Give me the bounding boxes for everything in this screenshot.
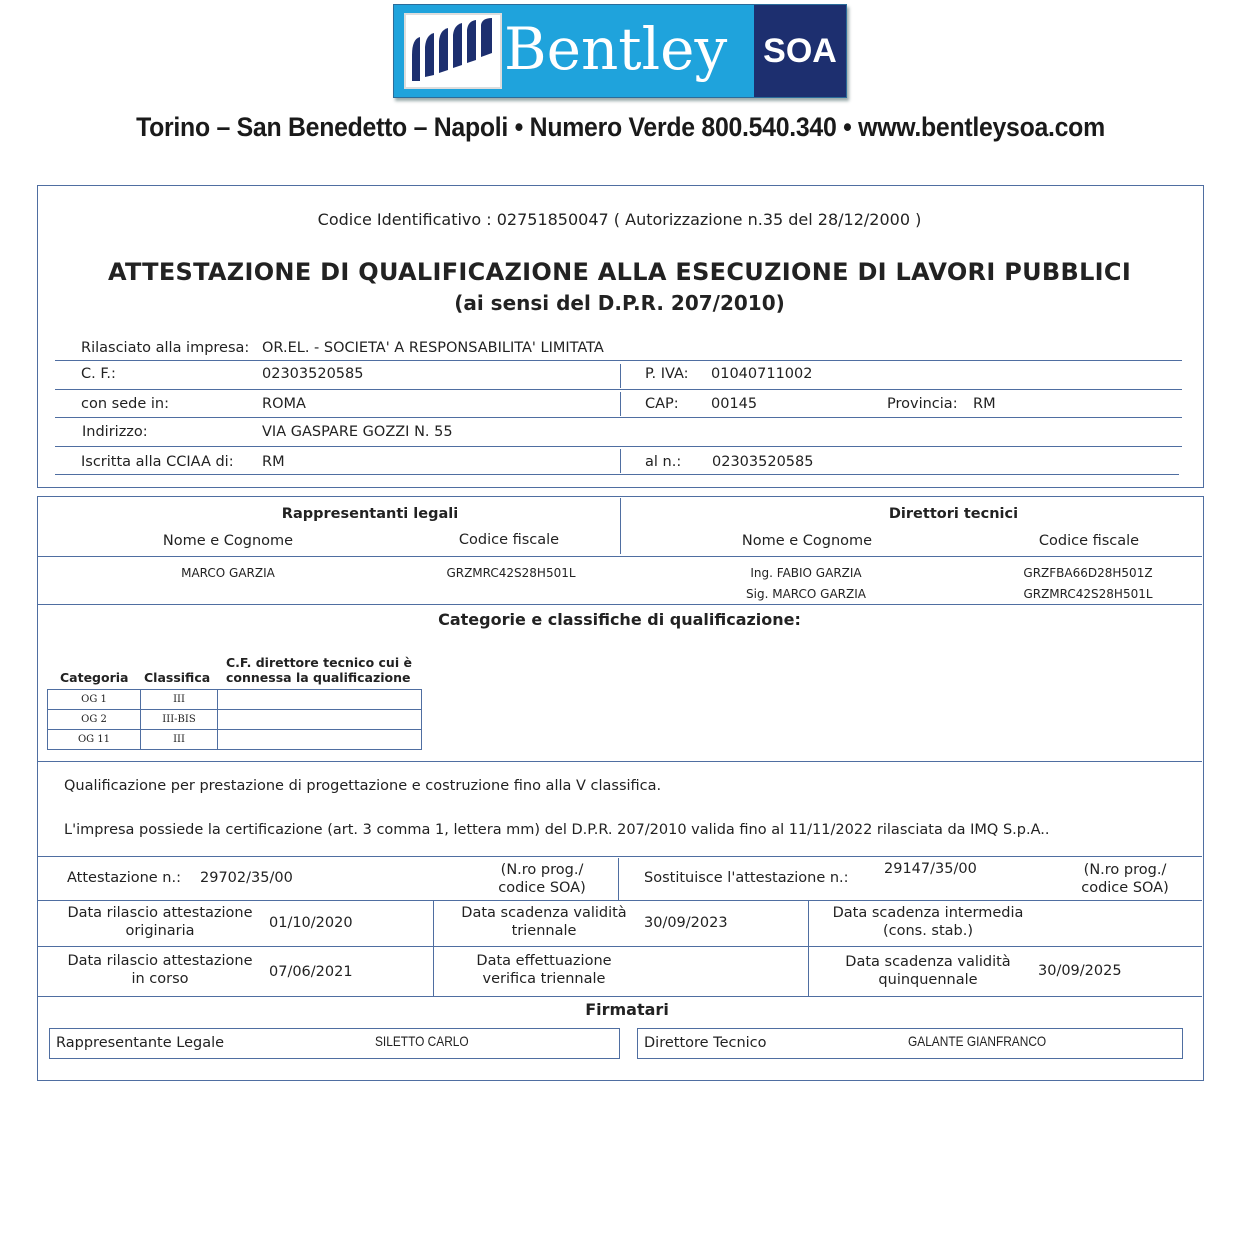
scadenza-triennale-line1: Data scadenza validità <box>461 905 627 921</box>
categoria-cell: OG 1 <box>48 690 141 710</box>
direttore-tecnico-signature: GALANTE GIANFRANCO <box>908 1033 1047 1049</box>
categorie-col-cf: C.F. direttore tecnico cui è <box>226 655 412 670</box>
table-row <box>48 690 422 710</box>
cf-value: 02303520585 <box>262 366 364 382</box>
classifica-cell: III <box>141 690 218 710</box>
cap-value: 00145 <box>711 396 758 412</box>
categoria-cell: OG 11 <box>48 730 141 750</box>
nro-prog-note-2 <box>1065 861 1185 897</box>
categorie-table <box>47 689 422 750</box>
rilascio-in-corso-line2: in corso <box>131 971 189 987</box>
table-row <box>48 710 422 730</box>
cf-cell <box>218 710 422 730</box>
direttori-heading: Direttori tecnici <box>888 506 1019 522</box>
sede-label: con sede in: <box>81 396 169 412</box>
scadenza-intermedia-line2: (cons. stab.) <box>882 923 974 939</box>
note-certificazione: L'impresa possiede la certificazione (art. 3 comma 1, lettera mm) del D.P.R. 207/2010 valida fino al 11/11/2022 rilasciata da IMQ S.p.A.. <box>64 822 1050 838</box>
classifica-cell: III-BIS <box>141 710 218 730</box>
rilascio-in-corso-line1: Data rilascio attestazione <box>67 953 253 969</box>
scadenza-quinquennale-line2: quinquennale <box>878 972 978 988</box>
nro-prog-line1: (N.ro prog./ <box>500 862 584 878</box>
rappresentanti-col-cf: Codice fiscale <box>458 532 560 548</box>
provincia-label: Provincia: <box>887 396 958 412</box>
categoria-cell: OG 2 <box>48 710 141 730</box>
cciaa-label: Iscritta alla CCIAA di: <box>81 454 234 470</box>
logo-wordmark: Bentley <box>504 15 728 83</box>
cf-cell <box>218 690 422 710</box>
note-qualificazione: Qualificazione per prestazione di progettazione e costruzione fino alla V classifica. <box>64 778 662 794</box>
rappresentanti-col-nome: Nome e Cognome <box>162 533 294 549</box>
nro-prog-note <box>482 861 602 897</box>
arches-logo-icon <box>404 13 502 89</box>
header-tagline: Torino – San Benedetto – Napoli • Numero Verde 800.540.340 • www.bentleysoa.com <box>136 112 1105 142</box>
direttori-col-nome: Nome e Cognome <box>741 533 873 549</box>
categorie-col-categoria: Categoria <box>60 670 129 685</box>
rappresentante-legale-label: Rappresentante Legale <box>56 1035 225 1051</box>
rilascio-originaria-label <box>50 904 270 940</box>
rilascio-in-corso-value: 07/06/2021 <box>269 964 353 980</box>
impresa-box <box>37 185 1204 488</box>
indirizzo-label: Indirizzo: <box>82 424 148 440</box>
bentley-soa-logo <box>393 4 847 98</box>
scadenza-quinquennale-label <box>818 953 1038 989</box>
scadenza-intermedia-line1: Data scadenza intermedia <box>832 905 1024 921</box>
rilascio-originaria-value: 01/10/2020 <box>269 915 353 931</box>
nro-prog-line2: codice SOA) <box>1081 880 1169 896</box>
sede-value: ROMA <box>262 396 306 412</box>
rilascio-in-corso-label <box>50 952 270 988</box>
classifica-cell: III <box>141 730 218 750</box>
direttore-cf: GRZMRC42S28H501L <box>1023 587 1153 601</box>
firmatari-heading: Firmatari <box>585 1000 669 1019</box>
scadenza-quinquennale-value: 30/09/2025 <box>1038 963 1122 979</box>
direttori-col-cf: Codice fiscale <box>1038 533 1140 549</box>
aln-label: al n.: <box>645 454 682 470</box>
piva-label: P. IVA: <box>645 366 689 382</box>
verifica-triennale-line2: verifica triennale <box>482 971 606 987</box>
cf-label: C. F.: <box>81 366 116 382</box>
rappresentanti-heading: Rappresentanti legali <box>281 506 459 522</box>
verifica-triennale-line1: Data effettuazione <box>476 953 612 969</box>
nro-prog-line2: codice SOA) <box>498 880 586 896</box>
provincia-value: RM <box>973 396 996 412</box>
rilasciato-value: OR.EL. - SOCIETA' A RESPONSABILITA' LIMITATA <box>262 340 604 356</box>
scadenza-triennale-value: 30/09/2023 <box>644 915 728 931</box>
piva-value: 01040711002 <box>711 366 813 382</box>
direttore-cf: GRZFBA66D28H501Z <box>1023 566 1153 580</box>
verifica-triennale-label <box>444 952 644 988</box>
categorie-heading: Categorie e classifiche di qualificazione: <box>438 610 801 629</box>
logo-soa-badge: SOA <box>754 5 846 97</box>
categorie-col-classifica: Classifica <box>144 670 211 685</box>
document-title: ATTESTAZIONE DI QUALIFICAZIONE ALLA ESECUZIONE DI LAVORI PUBBLICI <box>107 258 1132 286</box>
rilascio-originaria-line1: Data rilascio attestazione <box>67 905 253 921</box>
cciaa-value: RM <box>262 454 285 470</box>
nro-prog-line1: (N.ro prog./ <box>1083 862 1167 878</box>
scadenza-quinquennale-line1: Data scadenza validità <box>845 954 1011 970</box>
attestazione-n-value: 29702/35/00 <box>200 870 293 886</box>
rilasciato-label: Rilasciato alla impresa: <box>81 340 250 356</box>
sostituisce-value: 29147/35/00 <box>884 861 977 877</box>
rappresentante-cf: GRZMRC42S28H501L <box>446 566 576 580</box>
scadenza-triennale-line2: triennale <box>511 923 577 939</box>
cap-label: CAP: <box>645 396 679 412</box>
direttore-nome: Ing. FABIO GARZIA <box>750 566 862 580</box>
direttore-tecnico-label: Direttore Tecnico <box>644 1035 767 1051</box>
attestazione-n-label: Attestazione n.: <box>67 870 181 886</box>
scadenza-intermedia-label <box>818 904 1038 940</box>
categorie-col-cf-line2: connessa la qualificazione <box>226 670 411 685</box>
rilascio-originaria-line2: originaria <box>125 923 195 939</box>
rappresentante-legale-signature: SILETTO CARLO <box>375 1033 469 1049</box>
table-row <box>48 730 422 750</box>
codice-identificativo: Codice Identificativo : 02751850047 ( Autorizzazione n.35 del 28/12/2000 ) <box>317 210 922 229</box>
document-subtitle: (ai sensi del D.P.R. 207/2010) <box>454 291 785 315</box>
sostituisce-label: Sostituisce l'attestazione n.: <box>644 870 849 886</box>
cf-cell <box>218 730 422 750</box>
aln-value: 02303520585 <box>712 454 814 470</box>
rappresentante-nome: MARCO GARZIA <box>181 566 275 580</box>
indirizzo-value: VIA GASPARE GOZZI N. 55 <box>262 424 453 440</box>
direttore-nome: Sig. MARCO GARZIA <box>746 587 866 601</box>
scadenza-triennale-label <box>444 904 644 940</box>
